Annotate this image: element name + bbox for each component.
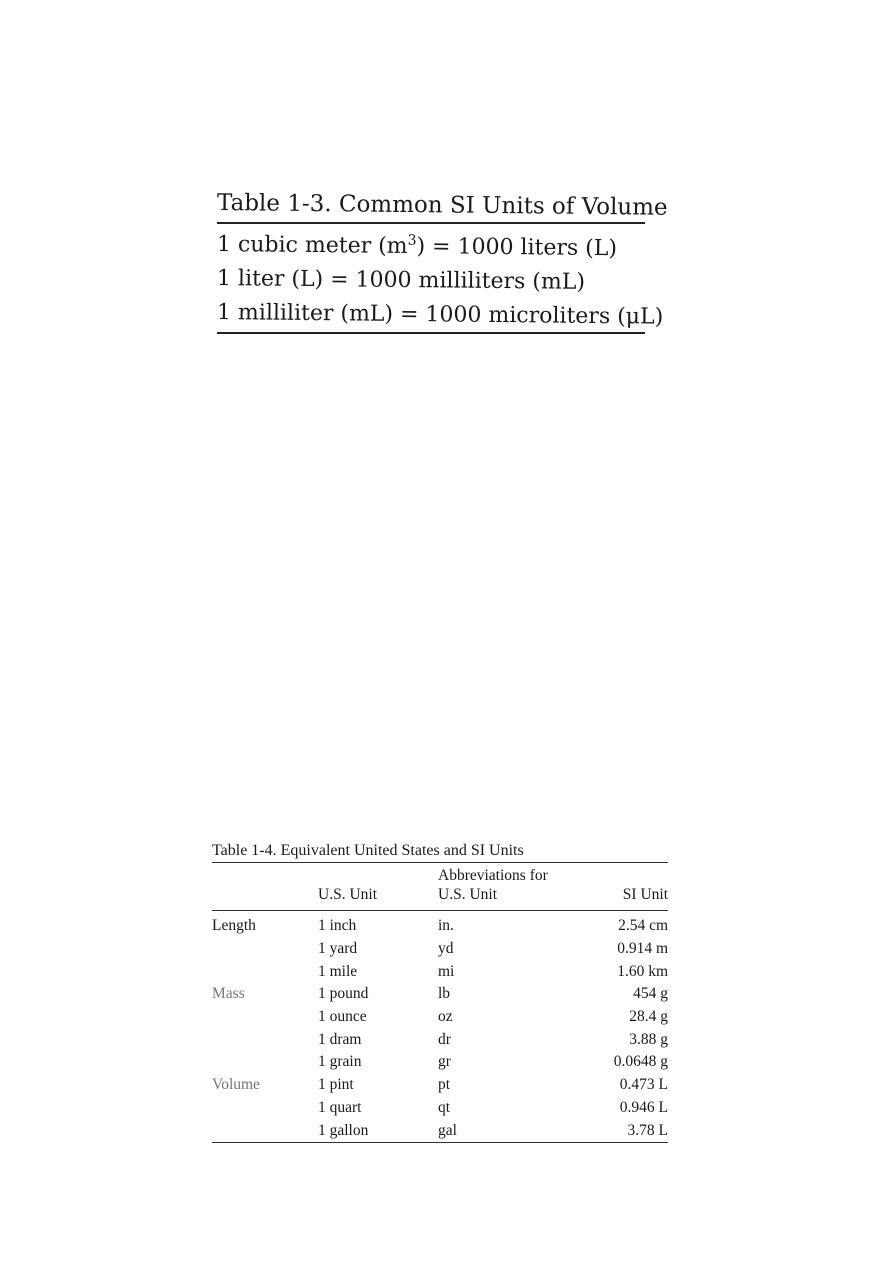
table-row [212, 1119, 668, 1142]
category-cell: Mass [212, 985, 245, 1003]
table-row [212, 938, 668, 961]
table-row [212, 1006, 668, 1029]
table-1-3-row [217, 228, 645, 266]
table-row [212, 1051, 668, 1074]
category-cell [212, 960, 318, 983]
abbr-cell: gal [438, 1121, 457, 1139]
table-row [212, 1074, 668, 1097]
us-unit-cell: 1 dram [318, 1030, 362, 1048]
table-1-4-grid [212, 863, 668, 1143]
category-cell [212, 1119, 318, 1142]
table-1-3 [216, 186, 668, 334]
table-1-4-caption: Table 1-4. Equivalent United States and SI Units [212, 842, 524, 859]
row-text-left: 1 cubic meter (m [216, 232, 408, 259]
abbr-cell: lb [438, 985, 451, 1003]
us-unit-cell: 1 yard [318, 940, 358, 958]
abbr-cell: in. [438, 917, 454, 935]
abbr-cell: oz [438, 1008, 453, 1026]
table-row [212, 911, 668, 938]
table-row [212, 1028, 668, 1051]
category-cell [212, 1097, 318, 1120]
superscript: 3 [407, 232, 417, 249]
row-text-right: ) = 1000 liters (L) [416, 234, 618, 262]
abbr-cell: gr [438, 1053, 451, 1071]
us-unit-cell: 1 quart [318, 1098, 362, 1116]
abbr-cell: mi [438, 962, 455, 980]
us-unit-cell: 1 gallon [318, 1121, 369, 1139]
us-unit-cell: 1 ounce [318, 1008, 367, 1026]
table-row [212, 960, 668, 983]
table-1-3-row: 1 milliliter (mL) = 1000 microliters (μL) [216, 300, 664, 330]
si-unit-cell: 3.78 L [627, 1121, 668, 1139]
header-abbr-line1: Abbreviations for [438, 867, 548, 884]
header-us-unit: U.S. Unit [318, 886, 377, 903]
abbr-cell: dr [438, 1030, 451, 1048]
us-unit-cell: 1 pint [318, 1076, 354, 1094]
category-cell [212, 1028, 318, 1051]
category-cell [212, 1006, 318, 1029]
category-cell [212, 1051, 318, 1074]
us-unit-cell: 1 grain [318, 1053, 362, 1071]
us-unit-cell: 1 pound [318, 985, 369, 1003]
si-unit-cell: 3.88 g [629, 1030, 668, 1048]
table-1-3-rows [216, 228, 664, 330]
si-unit-cell: 0.914 m [617, 940, 668, 958]
table-row [212, 983, 668, 1006]
abbr-cell: qt [438, 1098, 451, 1116]
table-1-3-row: 1 liter (L) = 1000 milliliters (mL) [216, 266, 586, 295]
header-row [212, 863, 668, 911]
category-cell: Length [212, 917, 256, 935]
si-unit-cell: 454 g [633, 985, 668, 1003]
category-cell [212, 938, 318, 961]
si-unit-cell: 1.60 km [617, 962, 668, 980]
table-1-3-caption: Table 1-3. Common SI Units of Volume [216, 190, 668, 221]
header-abbr-line2: U.S. Unit [438, 886, 497, 903]
us-unit-cell: 1 mile [318, 962, 358, 980]
abbr-cell: pt [438, 1076, 451, 1094]
si-unit-cell: 0.473 L [619, 1076, 668, 1094]
table-row [212, 1097, 668, 1120]
si-unit-cell: 0.946 L [619, 1098, 668, 1116]
abbr-cell: yd [438, 940, 454, 958]
header-abbreviations [438, 863, 606, 911]
category-cell: Volume [212, 1076, 260, 1094]
header-category [212, 863, 318, 911]
table-1-4 [212, 840, 668, 1143]
si-unit-cell: 2.54 cm [618, 917, 668, 935]
us-unit-cell: 1 inch [318, 917, 357, 935]
header-si-unit: SI Unit [622, 886, 668, 903]
si-unit-cell: 0.0648 g [613, 1053, 668, 1071]
si-unit-cell: 28.4 g [629, 1008, 668, 1026]
